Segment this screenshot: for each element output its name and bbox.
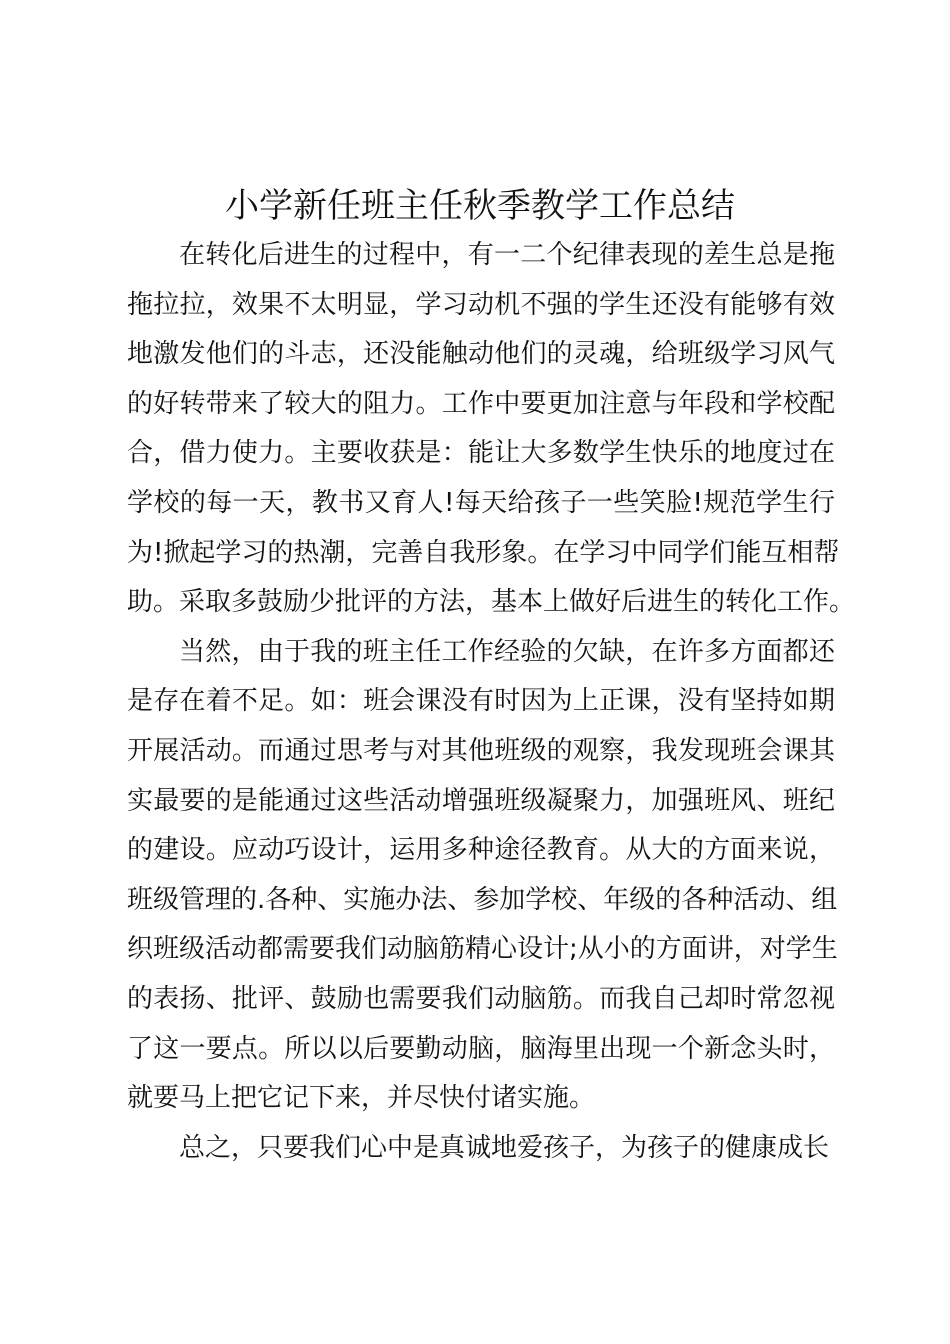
text-line: 在转化后进生的过程中，有一二个纪律表现的差生总是拖 (179, 240, 835, 270)
text-line: 当然，由于我的班主任工作经验的欠缺，在许多方面都还 (179, 636, 835, 667)
text-line: 地激发他们的斗志，还没能触动他们的灵魂，给班级学习风气 (127, 339, 835, 370)
text-line: 为!掀起学习的热潮，完善自我形象。在学习中同学们能互相帮 (127, 537, 840, 568)
text-line: 织班级活动都需要我们动脑筋精心设计;从小的方面讲，对学生 (127, 934, 838, 965)
text-line: 助。采取多鼓励少批评的方法，基本上做好后进生的转化工作。 (127, 587, 856, 618)
text-line: 了这一要点。所以以后要勤动脑，脑海里出现一个新念头时， (127, 1033, 835, 1064)
paragraph-2 (127, 628, 838, 1124)
text-line: 学校的每一天，教书又育人!每天给孩子一些笑脸!规范学生行 (127, 487, 835, 518)
document-body (127, 231, 856, 1173)
text-line: 开展活动。而通过思考与对其他班级的观察，我发现班会课其 (127, 735, 835, 766)
paragraph-3 (127, 1124, 835, 1174)
text-line: 的建设。应动巧设计，运用多种途径教育。从大的方面来说， (127, 835, 835, 866)
text-line: 总之，只要我们心中是真诚地爱孩子，为孩子的健康成长 (179, 1132, 830, 1163)
paragraph-1 (127, 231, 856, 628)
text-line: 拖拉拉，效果不太明显，学习动机不强的学生还没有能够有效 (127, 289, 835, 320)
text-line: 实最要的是能通过这些活动增强班级凝聚力，加强班风、班纪 (127, 785, 835, 816)
text-line: 的表扬、批评、鼓励也需要我们动脑筋。而我自己却时常忽视 (127, 983, 835, 1014)
document-title: 小学新任班主任秋季教学工作总结 (225, 186, 735, 226)
text-line: 的好转带来了较大的阻力。工作中要更加注意与年段和学校配 (127, 388, 835, 419)
text-line: 合，借力使力。主要收获是：能让大多数学生快乐的地度过在 (127, 438, 835, 469)
text-line: 是存在着不足。如：班会课没有时因为上正课，没有坚持如期 (127, 686, 835, 717)
text-line: 班级管理的.各种、实施办法、参加学校、年级的各种活动、组 (127, 884, 838, 915)
text-line: 就要马上把它记下来，并尽快付诸实施。 (127, 1083, 596, 1114)
